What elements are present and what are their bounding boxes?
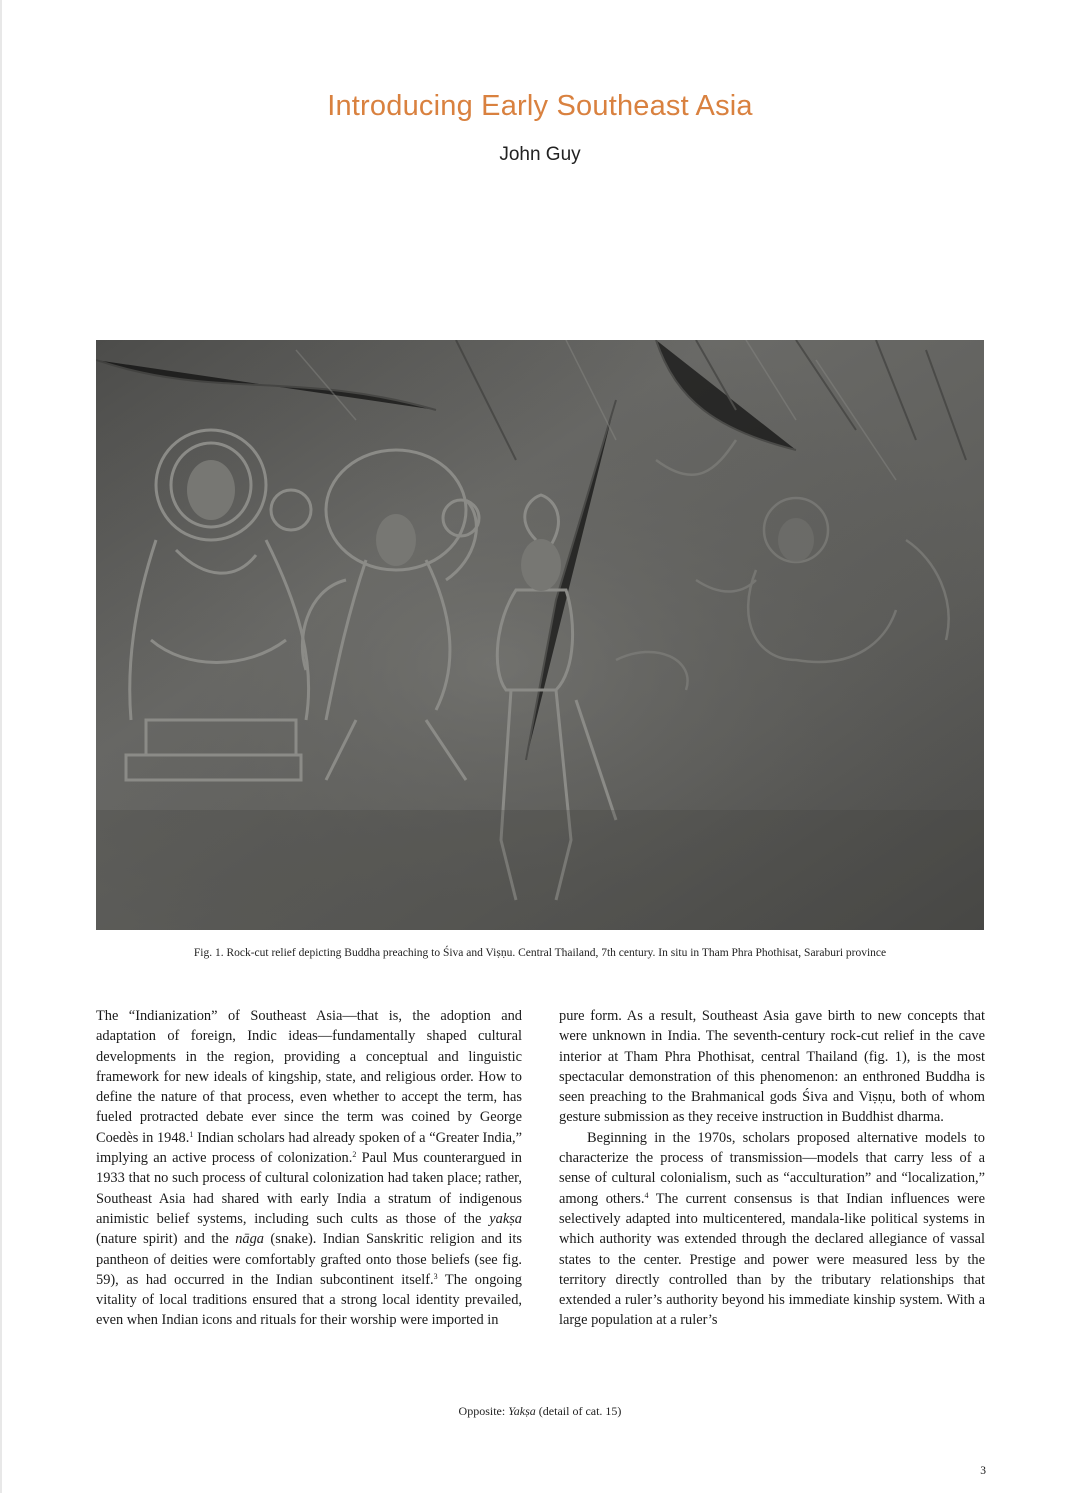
text-run: Beginning in the 1970s, scholars proposed alternative models to characterize the process of transmission—models that carry less of a sense of cultural colonialism, such as “acculturation” and “localization,” among others. xyxy=(559,1129,985,1207)
body-paragraph xyxy=(96,1006,522,1331)
body-paragraph xyxy=(559,1128,985,1331)
italic-term: yakṣa xyxy=(489,1210,522,1227)
text-run: The “Indianization” of Southeast Asia—that is, the adoption and adaptation of foreign, Indic ideas—fundamentally shaped cultural developments in the region, providing a conceptual and linguistic framework for new ideals of kingship, state, and religious order. How to define the nature of that process, even whether to accept the term, has fueled protracted debate ever since the term was coined by George Coedès in 1948. xyxy=(96,1008,522,1146)
figure-caption: Fig. 1. Rock-cut relief depicting Buddha preaching to Śiva and Viṣṇu. Central Thailand, 7th century. In situ in Tham Phra Phothisat, Saraburi province xyxy=(193,947,887,959)
body-column-right xyxy=(559,1006,985,1331)
italic-term: nāga xyxy=(235,1231,264,1248)
footnote-ref: 4 xyxy=(644,1190,649,1200)
chapter-title: Introducing Early Southeast Asia xyxy=(327,90,753,122)
page-edge xyxy=(0,0,2,1493)
footnote-ref: 2 xyxy=(352,1150,357,1160)
text-run: (snake). Indian Sanskritic religion and its pantheon of deities were comfortably grafted onto those beliefs (see fig. 59), as had occurred in the Indian subcontinent itself. xyxy=(96,1231,522,1288)
text-run: The current consensus is that Indian influences were selectively adapted into multicentered, mandala-like political systems in which authority was extended through the declared allegiance of vassal states to the center. Prestige and power were measured less by the territory directly controlled than by the tributary relationships that extended a ruler’s authority beyond his immediate kinship system. With a large population at a ruler’s xyxy=(559,1190,985,1329)
page-number: 3 xyxy=(980,1465,986,1477)
footnote-ref: 1 xyxy=(189,1129,194,1139)
text-run: Indian scholars had already spoken of a “Greater India,” implying an active process of colonization. xyxy=(96,1129,522,1167)
author-name: John Guy xyxy=(499,144,581,165)
text-run: (nature spirit) and the xyxy=(96,1231,236,1248)
body-column-left xyxy=(96,1006,522,1331)
body-paragraph: pure form. As a result, Southeast Asia gave birth to new concepts that were unknown in India. The seventh-century rock-cut relief in the cave interior at Tham Phra Phothisat, central Thailand (fig. 1), is the most spectacular demonstration of this phenomenon: an enthroned Buddha is seen preaching to the Brahmanical gods Śiva and Viṣṇu, both of whom gesture submission as they receive instruction in Buddhist dharma. xyxy=(559,1008,985,1126)
note-italic: Yakṣa xyxy=(508,1404,536,1418)
note-suffix: (detail of cat. 15) xyxy=(535,1404,622,1418)
opposite-note xyxy=(0,1404,1080,1419)
text-run: Paul Mus counterargued in 1933 that no such process of cultural colonization had taken place; rather, Southeast Asia had shared with early India a stratum of indigenous animistic belief systems, including such cults as those of the xyxy=(96,1150,522,1227)
footnote-ref: 3 xyxy=(433,1271,438,1281)
note-prefix: Opposite: xyxy=(458,1404,509,1418)
text-run: The ongoing vitality of local traditions ensured that a strong local identity prevailed, even when Indian icons and rituals for their worship were imported in xyxy=(96,1271,522,1329)
relief-photograph xyxy=(96,340,984,930)
